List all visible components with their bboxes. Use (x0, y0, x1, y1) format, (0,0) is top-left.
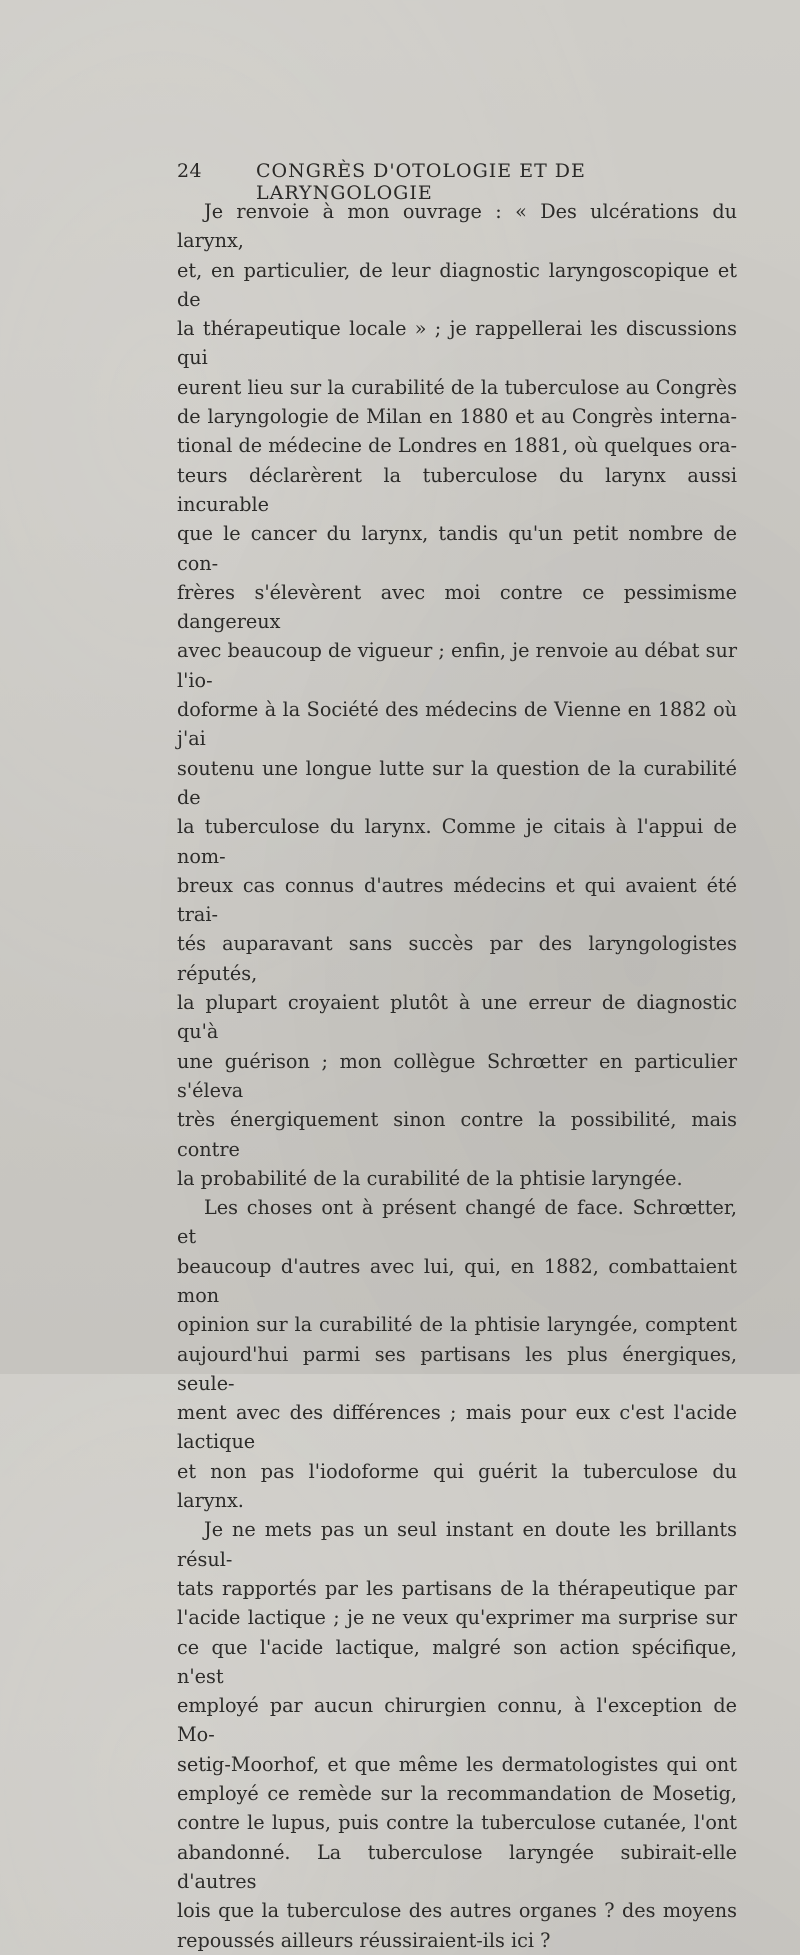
text-line: opinion sur la curabilité de la phtisie laryngée, comptent (177, 1313, 737, 1337)
paragraph-2 (177, 1193, 737, 1515)
text-line: la plupart croyaient plutôt à une erreur de diagnostic qu'à (177, 991, 737, 1044)
text-line: que le cancer du larynx, tandis qu'un petit nombre de con- (177, 522, 737, 575)
text-line: la thérapeutique locale » ; je rappellerai les discussions qui (177, 317, 737, 370)
text-line: doforme à la Société des médecins de Vienne en 1882 où j'ai (177, 698, 737, 751)
text-line: aujourd'hui parmi ses partisans les plus énergiques, seule- (177, 1342, 737, 1395)
text-line: très énergiquement sinon contre la possibilité, mais contre (177, 1108, 737, 1161)
text-line: repoussés ailleurs réussiraient-ils ici ? (177, 1928, 551, 1952)
text-line: tats rapportés par les partisans de la thérapeutique par (177, 1576, 737, 1600)
text-line: beaucoup d'autres avec lui, qui, en 1882, combattaient mon (177, 1254, 737, 1307)
text-line: abandonné. La tuberculose laryngée subirait-elle d'autres (177, 1840, 737, 1893)
text-line: lois que la tuberculose des autres organes ? des moyens (177, 1899, 737, 1923)
text-line: l'acide lactique ; je ne veux qu'exprimer ma surprise sur (177, 1606, 737, 1630)
text-line: teurs déclarèrent la tuberculose du larynx aussi incurable (177, 463, 737, 516)
text-line: Je renvoie à mon ouvrage : « Des ulcérations du larynx, (177, 200, 737, 253)
text-line: une guérison ; mon collègue Schrœtter en particulier s'éleva (177, 1049, 737, 1102)
text-line: eurent lieu sur la curabilité de la tuberculose au Congrès (177, 375, 737, 399)
text-line: ce que l'acide lactique, malgré son action spécifique, n'est (177, 1635, 737, 1688)
text-line: tional de médecine de Londres en 1881, où quelques ora- (177, 434, 737, 458)
text-line: la tuberculose du larynx. Comme je citais à l'appui de nom- (177, 815, 737, 868)
text-line: de laryngologie de Milan en 1880 et au Congrès interna- (177, 405, 737, 429)
body-text (177, 197, 737, 1955)
text-line: ment avec des différences ; mais pour eux c'est l'acide lactique (177, 1401, 737, 1454)
text-line: setig-Moorhof, et que même les dermatologistes qui ont (177, 1752, 737, 1776)
paragraph-1 (177, 197, 737, 1193)
text-line: la probabilité de la curabilité de la phtisie laryngée. (177, 1166, 683, 1190)
text-line: avec beaucoup de vigueur ; enfin, je renvoie au débat sur l'io- (177, 639, 737, 692)
text-line: et non pas l'iodoforme qui guérit la tuberculose du larynx. (177, 1459, 737, 1513)
running-title: CONGRÈS D'OTOLOGIE ET DE LARYNGOLOGIE (256, 160, 586, 204)
text-line: soutenu une longue lutte sur la question de la curabilité de (177, 756, 737, 809)
text-line: frères s'élevèrent avec moi contre ce pessimisme dangereux (177, 580, 737, 634)
running-header (177, 160, 737, 204)
page-number: 24 (177, 160, 202, 182)
text-line: employé ce remède sur la recommandation de Mosetig, (177, 1782, 737, 1806)
text-line: contre le lupus, puis contre la tuberculose cutanée, l'ont (177, 1811, 737, 1835)
text-line: Les choses ont à présent changé de face. Schrœtter, et (177, 1196, 737, 1249)
paragraph-3 (177, 1515, 737, 1954)
text-line: tés auparavant sans succès par des laryngologistes réputés, (177, 932, 737, 985)
text-line: Je ne mets pas un seul instant en doute les brillants résul- (177, 1518, 737, 1571)
text-line: employé par aucun chirurgien connu, à l'exception de Mo- (177, 1694, 737, 1747)
text-line: et, en particulier, de leur diagnostic laryngoscopique et de (177, 258, 737, 311)
text-line: breux cas connus d'autres médecins et qui avaient été trai- (177, 873, 737, 927)
